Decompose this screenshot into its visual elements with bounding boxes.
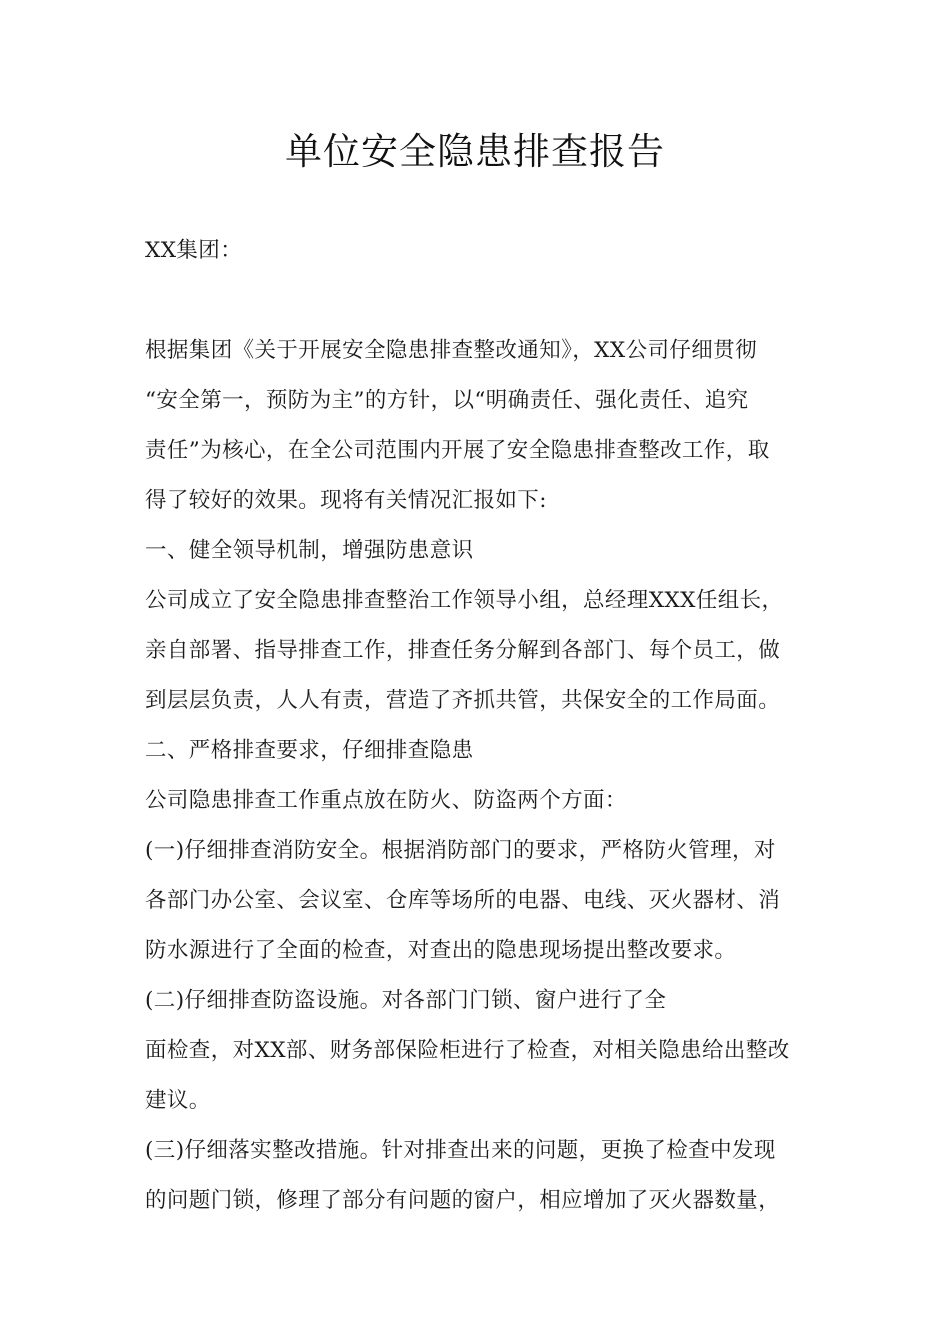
section-heading-2: 二、严格排查要求，仔细排查隐患 xyxy=(145,738,474,763)
item-2-line-2: 面检查，对XX部、财务部保险柜进行了检查，对相关隐患给出整改 xyxy=(145,1038,790,1063)
salutation: XX集团： xyxy=(145,238,243,263)
paragraph-intro-line-1: 根据集团《关于开展安全隐患排查整改通知》，XX公司仔细贯彻 xyxy=(145,338,757,363)
item-1-line-1: (一)仔细排查消防安全。根据消防部门的要求，严格防火管理，对 xyxy=(145,838,776,863)
paragraph-intro-line-4: 得了较好的效果。现将有关情况汇报如下: xyxy=(145,488,547,513)
item-2-line-1: (二)仔细排查防盗设施。对各部门门锁、窗户进行了全 xyxy=(145,988,667,1013)
item-3-line-1: (三)仔细落实整改措施。针对排查出来的问题，更换了检查中发现 xyxy=(145,1138,776,1163)
paragraph-1-line-2: 亲自部署、指导排查工作，排查任务分解到各部门、每个员工，做 xyxy=(145,638,781,663)
item-2-line-3: 建议。 xyxy=(145,1088,211,1113)
paragraph-2-line-1: 公司隐患排查工作重点放在防火、防盗两个方面： xyxy=(145,788,627,813)
paragraph-intro-line-3: 责任”为核心，在全公司范围内开展了安全隐患排查整改工作，取 xyxy=(145,438,770,463)
section-heading-1: 一、健全领导机制，增强防患意识 xyxy=(145,538,474,563)
paragraph-1-line-1: 公司成立了安全隐患排查整治工作领导小组，总经理XXX任组长， xyxy=(145,588,784,613)
item-1-line-3: 防水源进行了全面的检查，对查出的隐患现场提出整改要求。 xyxy=(145,938,737,963)
item-1-line-2: 各部门办公室、会议室、仓库等场所的电器、电线、灭火器材、消 xyxy=(145,888,781,913)
item-3-line-2: 的问题门锁，修理了部分有问题的窗户，相应增加了灭火器数量， xyxy=(145,1188,781,1213)
paragraph-intro-line-2: “安全第一，预防为主”的方针，以“明确责任、强化责任、追究 xyxy=(145,388,749,413)
document-title: 单位安全隐患排查报告 xyxy=(285,130,665,173)
paragraph-1-line-3: 到层层负责，人人有责，营造了齐抓共管，共保安全的工作局面。 xyxy=(145,688,781,713)
